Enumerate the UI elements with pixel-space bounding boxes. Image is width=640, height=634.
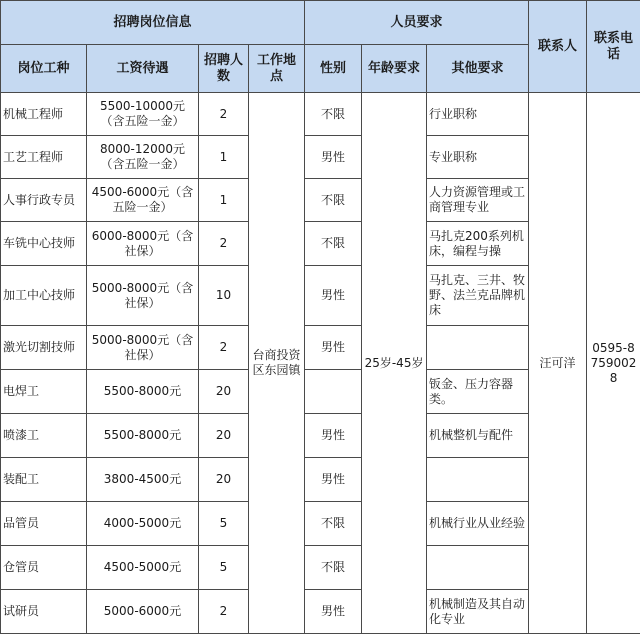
cell-count: 2 xyxy=(199,326,249,370)
cell-gender: 不限 xyxy=(305,179,362,222)
cell-position: 人事行政专员 xyxy=(1,179,87,222)
cell-other xyxy=(427,458,529,502)
cell-location: 台商投资区东园镇 xyxy=(249,93,305,634)
cell-position: 激光切割技师 xyxy=(1,326,87,370)
cell-salary: 5500-10000元（含五险一金） xyxy=(87,93,199,136)
cell-salary: 4000-5000元 xyxy=(87,502,199,546)
cell-salary: 8000-12000元（含五险一金） xyxy=(87,136,199,179)
cell-count: 2 xyxy=(199,222,249,266)
cell-position: 电焊工 xyxy=(1,370,87,414)
cell-count: 20 xyxy=(199,458,249,502)
group-header-row xyxy=(1,1,640,45)
cell-phone: 0595-87590028 xyxy=(587,93,640,634)
cell-other: 机械制造及其自动化专业 xyxy=(427,590,529,634)
cell-gender: 不限 xyxy=(305,502,362,546)
cell-gender: 不限 xyxy=(305,93,362,136)
cell-count: 10 xyxy=(199,266,249,326)
cell-count: 20 xyxy=(199,370,249,414)
cell-gender: 男性 xyxy=(305,458,362,502)
cell-gender: 男性 xyxy=(305,414,362,458)
cell-salary: 4500-5000元 xyxy=(87,546,199,590)
cell-position: 试研员 xyxy=(1,590,87,634)
cell-other: 钣金、压力容器类。 xyxy=(427,370,529,414)
cell-other: 机械行业从业经验 xyxy=(427,502,529,546)
cell-salary: 5500-8000元 xyxy=(87,414,199,458)
header-phone: 联系电话 xyxy=(587,1,640,93)
header-contact: 联系人 xyxy=(529,1,587,93)
cell-gender xyxy=(305,370,362,414)
cell-count: 5 xyxy=(199,546,249,590)
cell-contact: 汪可洋 xyxy=(529,93,587,634)
cell-gender: 男性 xyxy=(305,136,362,179)
cell-gender: 男性 xyxy=(305,326,362,370)
cell-other: 马扎克200系列机床，编程与操 xyxy=(427,222,529,266)
group-header-requirements: 人员要求 xyxy=(305,1,529,45)
cell-count: 2 xyxy=(199,590,249,634)
cell-other: 行业职称 xyxy=(427,93,529,136)
header-age: 年龄要求 xyxy=(362,45,427,93)
cell-position: 加工中心技师 xyxy=(1,266,87,326)
cell-other xyxy=(427,326,529,370)
cell-gender: 不限 xyxy=(305,222,362,266)
cell-salary: 3800-4500元 xyxy=(87,458,199,502)
cell-position: 装配工 xyxy=(1,458,87,502)
group-header-job-info: 招聘岗位信息 xyxy=(1,1,305,45)
table-row xyxy=(1,93,640,136)
cell-gender: 男性 xyxy=(305,266,362,326)
header-count: 招聘人数 xyxy=(199,45,249,93)
cell-other: 马扎克、三井、牧野、法兰克品牌机床 xyxy=(427,266,529,326)
cell-position: 车铣中心技师 xyxy=(1,222,87,266)
cell-age: 25岁-45岁 xyxy=(362,93,427,634)
cell-other xyxy=(427,546,529,590)
cell-salary: 4500-6000元（含五险一金） xyxy=(87,179,199,222)
header-position: 岗位工种 xyxy=(1,45,87,93)
header-salary: 工资待遇 xyxy=(87,45,199,93)
cell-position: 品管员 xyxy=(1,502,87,546)
cell-count: 20 xyxy=(199,414,249,458)
cell-other: 人力资源管理或工商管理专业 xyxy=(427,179,529,222)
cell-position: 喷漆工 xyxy=(1,414,87,458)
cell-other: 机械整机与配件 xyxy=(427,414,529,458)
cell-position: 工艺工程师 xyxy=(1,136,87,179)
cell-count: 1 xyxy=(199,179,249,222)
cell-other: 专业职称 xyxy=(427,136,529,179)
cell-salary: 5500-8000元 xyxy=(87,370,199,414)
cell-salary: 6000-8000元（含社保） xyxy=(87,222,199,266)
cell-gender: 不限 xyxy=(305,546,362,590)
cell-position: 机械工程师 xyxy=(1,93,87,136)
cell-position: 仓管员 xyxy=(1,546,87,590)
header-location: 工作地点 xyxy=(249,45,305,93)
cell-gender: 男性 xyxy=(305,590,362,634)
cell-count: 2 xyxy=(199,93,249,136)
cell-count: 1 xyxy=(199,136,249,179)
cell-salary: 5000-8000元（含社保） xyxy=(87,326,199,370)
cell-salary: 5000-8000元（含社保） xyxy=(87,266,199,326)
header-gender: 性别 xyxy=(305,45,362,93)
header-other: 其他要求 xyxy=(427,45,529,93)
cell-count: 5 xyxy=(199,502,249,546)
cell-salary: 5000-6000元 xyxy=(87,590,199,634)
